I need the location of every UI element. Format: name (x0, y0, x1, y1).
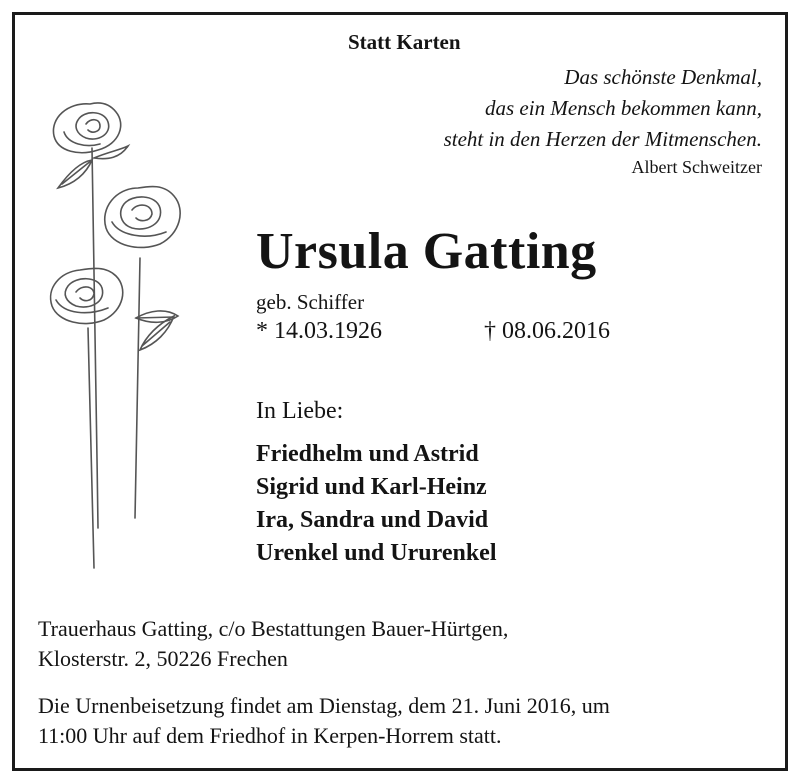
mourners-list (256, 438, 496, 570)
mourner-line: Ira, Sandra und David (256, 507, 489, 533)
funeral-line: Die Urnenbeisetzung findet am Dienstag, dem 21. Juni 2016, um (38, 693, 610, 718)
love-label: In Liebe: (256, 398, 344, 424)
mourning-house-address (38, 614, 508, 674)
rose-middle (105, 186, 180, 247)
quote-line: Das schönste Denkmal, (564, 65, 762, 89)
deceased-name: Ursula Gatting (256, 223, 597, 280)
maiden-name: geb. Schiffer (256, 290, 365, 314)
quote-line: steht in den Herzen der Mitmenschen. (443, 127, 762, 151)
rose-lower (51, 268, 123, 323)
mourner-line: Sigrid und Karl-Heinz (256, 474, 487, 500)
quote (444, 62, 762, 155)
header-statt-karten: Statt Karten (348, 30, 461, 54)
funeral-line: 11:00 Uhr auf dem Friedhof in Kerpen-Horrem statt. (38, 723, 502, 748)
rose-illustration (28, 88, 186, 578)
death-date: † 08.06.2016 (484, 318, 610, 344)
address-line: Klosterstr. 2, 50226 Frechen (38, 646, 288, 671)
rose-leaves (58, 146, 178, 350)
rose-stem (135, 258, 140, 518)
rose-stem (92, 148, 98, 528)
birth-date: * 14.03.1926 (256, 318, 382, 344)
rose-top (53, 103, 120, 153)
address-line: Trauerhaus Gatting, c/o Bestattungen Bauer-Hürtgen, (38, 616, 509, 641)
rose-stem (88, 328, 94, 568)
mourner-line: Friedhelm und Astrid (256, 441, 479, 467)
mourner-line: Urenkel und Ururenkel (256, 540, 497, 566)
quote-line: das ein Mensch bekommen kann, (485, 96, 762, 120)
quote-author: Albert Schweitzer (631, 157, 762, 177)
funeral-info (38, 691, 610, 751)
